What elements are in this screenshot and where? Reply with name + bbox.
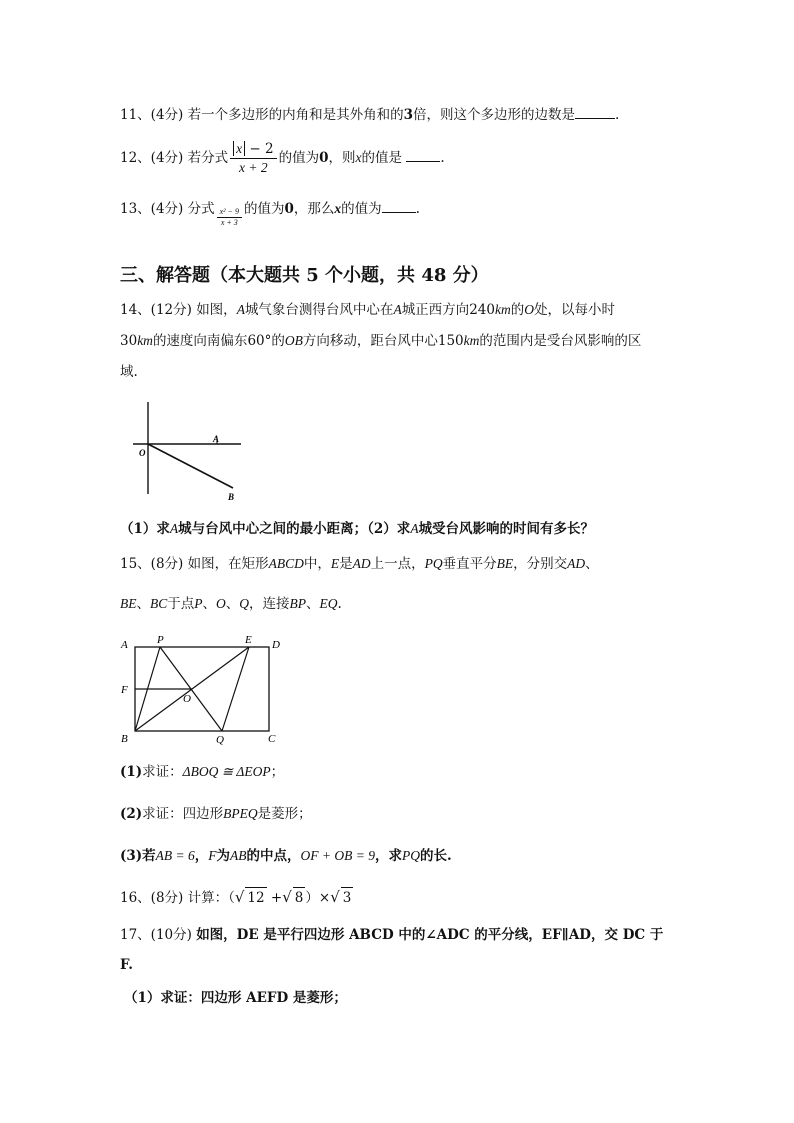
label-q: Q <box>216 734 224 746</box>
label-a: A <box>121 639 128 651</box>
label-c: C <box>268 733 276 745</box>
section-title: 三、解答题（本大题共 5 个小题，共 48 分） <box>120 265 489 286</box>
question-16: 16、(8分) 计算：（√ 12 +√ 8 ）×√ 3 <box>120 888 352 906</box>
question-15-sub-3: (3)若AB = 6，F为AB的中点，OF + OB = 9，求PQ的长. <box>120 848 452 864</box>
question-14-line-1: 14、(12分) 如图，A城气象台测得台风中心在A城正西方向240km的O处，以每小时 <box>120 302 615 318</box>
question-17-line-1: 17、(10分) 如图，DE 是平行四边形 ABCD 中的∠ADC 的平分线，EF∥AD，交 DC 于 <box>120 927 664 943</box>
typhoon-figure <box>125 398 250 503</box>
label-o: O <box>139 448 146 458</box>
question-13: 13、(4分) 分式 $\frac{\text{x² − 9}}{x + 3}$ 的值为0，那么x的值为 . <box>120 198 420 228</box>
fraction: $\frac{x - 2}{x + 2}$ <box>230 140 277 177</box>
question-14-subquestions: （1）求A城与台风中心之间的最小距离；（2）求A城受台风影响的时间有多长？ <box>120 521 595 537</box>
segment-eq <box>222 647 249 731</box>
label-b: B <box>121 733 128 745</box>
question-11: 11、(4分) 若一个多边形的内角和是其外角和的3倍，则这个多边形的边数是 . <box>120 104 619 125</box>
label-f: F <box>121 684 128 696</box>
answer-blank[interactable] <box>382 198 416 213</box>
question-15-sub-1: (1)求证：ΔBOQ ≅ ΔEOP； <box>120 764 285 780</box>
label-a: A <box>213 434 220 444</box>
question-15-line-1: 15、(8分) 如图，在矩形ABCD中，E是AD上一点，PQ垂直平分BE，分别交AD、 <box>120 556 599 572</box>
question-17-sub-1: （1）求证：四边形 AEFD 是菱形； <box>124 990 347 1006</box>
label-o: O <box>183 693 191 705</box>
question-17-line-2: F. <box>120 957 133 973</box>
question-12: 12、(4分) 若分式 $\frac{x - 2}{x + 2}$ 的值为0，则x的值是 . <box>120 141 445 175</box>
question-15-sub-2: (2)求证：四边形BPEQ是菱形； <box>120 806 312 822</box>
fraction: $\frac{\text{x² − 9}}{x + 3}$ <box>217 207 242 228</box>
path-ob <box>148 444 233 488</box>
label-b: B <box>228 492 235 502</box>
label-p: P <box>157 634 164 646</box>
label-d: D <box>272 639 280 651</box>
answer-blank[interactable] <box>575 104 615 119</box>
question-14-line-2: 30km的速度向南偏东60°的OB方向移动，距台风中心150km的范围内是受台风影响的区 <box>120 333 642 349</box>
label-e: E <box>245 634 252 646</box>
question-14-line-3: 域. <box>120 364 138 380</box>
answer-blank[interactable] <box>406 147 440 162</box>
question-15-line-2: BE、BC于点P、O、Q，连接BP、EQ. <box>120 596 342 612</box>
rectangle-figure <box>115 630 290 748</box>
